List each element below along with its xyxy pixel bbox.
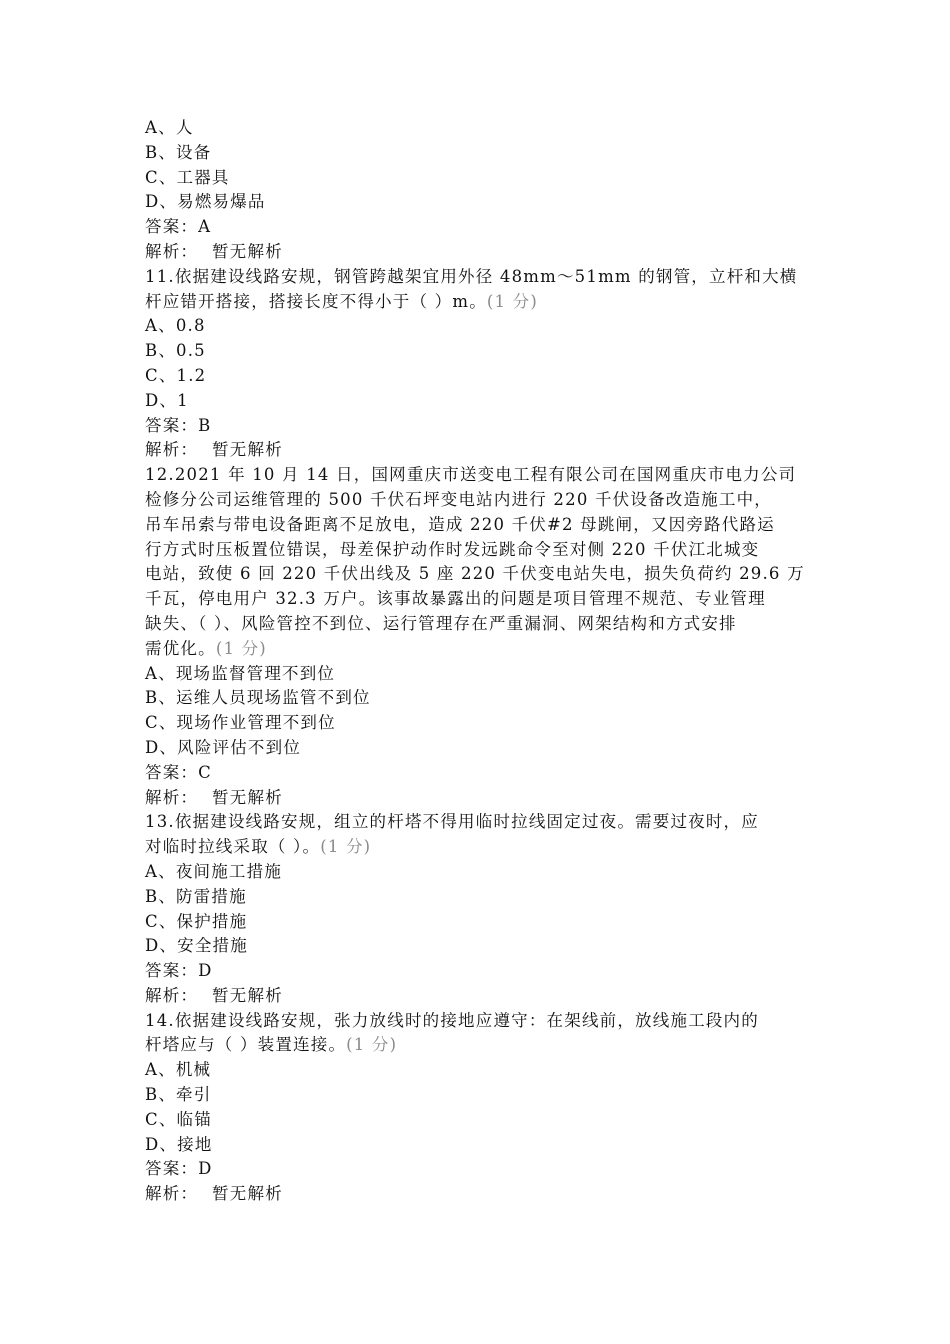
option-b: B、运维人员现场监管不到位 [145,688,371,708]
answer-value: D [198,961,213,981]
question-text-line: 行方式时压板置位错误，母差保护动作时发远跳命令至对侧 220 千伏江北城变 [145,539,760,559]
score-label: (1 分) [486,291,539,311]
option-d: D、接地 [145,1134,213,1154]
answer-label: 答案： [145,415,199,435]
question-11 [145,265,810,463]
analysis-label: 解析： [145,1184,199,1204]
document-page [145,116,810,1207]
question-text-line: 对临时拉线采取（ ）。(1 分) [145,837,372,857]
question-text-line: 需优化。(1 分) [145,638,267,658]
question-text-line: 电站，致使 6 回 220 千伏出线及 5 座 220 千伏变电站失电，损失负荷约 29.6 万 [145,564,805,584]
analysis-label: 解析： [145,985,199,1005]
answer-label: 答案： [145,961,199,981]
analysis-line [145,786,810,811]
answer-line [145,215,810,240]
answer-value: C [198,762,212,782]
option-a: A、机械 [145,1060,212,1080]
analysis-value: 暂无解析 [212,787,283,807]
prev-question-block [145,116,810,265]
answer-line [145,959,810,984]
question-14 [145,1009,810,1207]
analysis-value: 暂无解析 [212,440,283,460]
score-label: (1 分) [320,837,372,857]
question-text-line: 千瓦，停电用户 32.3 万户。该事故暴露出的问题是项目管理不规范、专业管理 [145,589,766,609]
option-c: C、临锚 [145,1109,212,1129]
question-text-line: 杆塔应与（ ）装置连接。(1 分) [145,1035,398,1055]
question-text-line: 缺失、（ ）、风险管控不到位、运行管理存在严重漏洞、网架结构和方式安排 [145,613,737,633]
option-d: D、易燃易爆品 [145,192,266,212]
option-b: B、防雷措施 [145,886,247,906]
option-c: C、1.2 [145,365,207,385]
question-12 [145,463,810,810]
analysis-label: 解析： [145,787,199,807]
answer-line [145,1157,810,1182]
answer-value: A [198,217,212,237]
answer-label: 答案： [145,762,199,782]
option-a: A、人 [145,118,194,137]
question-text-line: 11.依据建设线路安规，钢管跨越架宜用外径 48mm～51mm 的钢管，立杆和大横 [145,266,798,286]
option-d: D、1 [145,390,189,410]
answer-value: B [198,415,212,435]
option-a: A、夜间施工措施 [145,861,283,881]
question-text-line: 杆应错开搭接，搭接长度不得小于（ ）m。(1 分) [145,291,539,311]
answer-line [145,761,810,786]
option-b: B、设备 [145,142,212,162]
question-text-line: 吊车吊索与带电设备距离不足放电，造成 220 千伏#2 母跳闸，又因旁路代路运 [145,514,775,534]
question-13 [145,810,810,1008]
answer-value: D [198,1159,213,1179]
analysis-label: 解析： [145,440,199,460]
analysis-line [145,984,810,1009]
option-d: D、安全措施 [145,936,248,956]
option-a: A、0.8 [145,316,206,336]
question-text-line: 13.依据建设线路安规，组立的杆塔不得用临时拉线固定过夜。需要过夜时，应 [145,812,759,832]
analysis-line [145,240,810,265]
analysis-label: 解析： [145,241,199,261]
option-c: C、现场作业管理不到位 [145,713,336,733]
analysis-line [145,1182,810,1207]
option-b: B、牵引 [145,1085,212,1105]
score-label: (1 分) [215,638,267,658]
analysis-value: 暂无解析 [212,985,283,1005]
option-b: B、0.5 [145,341,206,361]
score-label: (1 分) [346,1035,398,1055]
answer-line [145,414,810,439]
answer-label: 答案： [145,217,199,237]
option-a: A、现场监督管理不到位 [145,663,336,683]
question-text-line: 14.依据建设线路安规，张力放线时的接地应遵守：在架线前，放线施工段内的 [145,1010,759,1030]
answer-label: 答案： [145,1159,199,1179]
option-d: D、风险评估不到位 [145,737,302,757]
analysis-line [145,438,810,463]
option-c: C、保护措施 [145,911,248,931]
analysis-value: 暂无解析 [212,1184,283,1204]
option-c: C、工器具 [145,167,230,187]
analysis-value: 暂无解析 [212,241,283,261]
question-text-line: 12.2021 年 10 月 14 日，国网重庆市送变电工程有限公司在国网重庆市电力公司 [145,465,797,485]
question-text-line: 检修分公司运维管理的 500 千伏石坪变电站内进行 220 千伏设备改造施工中， [145,489,772,509]
